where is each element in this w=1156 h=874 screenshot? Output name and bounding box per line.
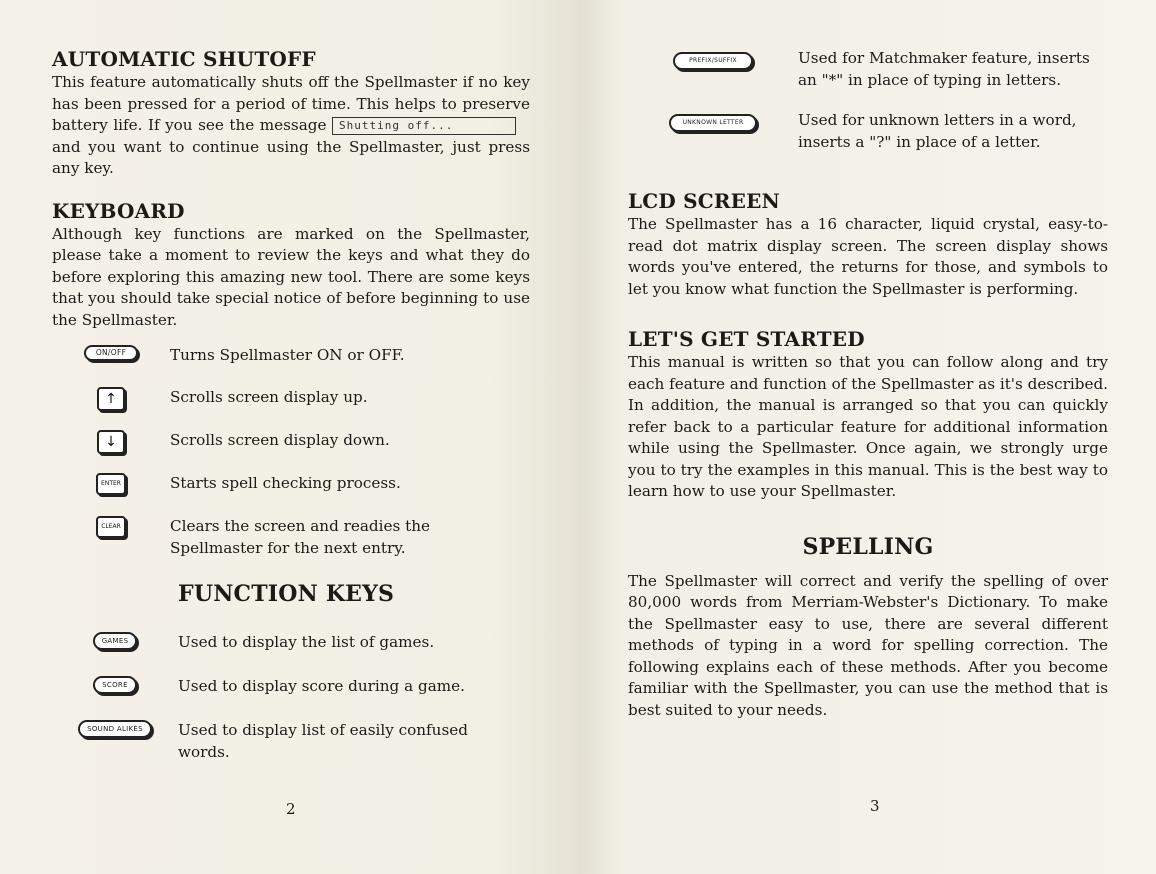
lcd-screen-text: The Spellmaster has a 16 character, liquid crystal, easy-to-read dot matrix display screen. The screen display shows words you've entered, the returns for those, and symbols to let you know what function the Spellmaster is performing. (628, 215, 1108, 298)
key-desc-down: Scrolls screen display down. (170, 431, 390, 449)
auto-shutoff-text-2: and you want to continue using the Spellmaster, just press any key. (52, 137, 530, 177)
get-started-text: This manual is written so that you can follow along and try each feature and function of the Spellmaster as it's described. In addition, the manual is arranged so that you can quickly refer back to a particular feature for additional information while using the Spellmaster. Once again, we strongly urge you to try the examples in this manual. This is the best way to learn how to use your Spellmaster. (628, 353, 1108, 500)
score-key-icon: SCORE (93, 676, 137, 694)
lcd-message: Shutting off... (332, 117, 516, 135)
down-arrow-key-icon: ↓ (97, 430, 125, 454)
key-row-enter (52, 473, 530, 516)
keyboard-text: Although key functions are marked on the Spellmaster, please take a moment to review the keys and what they do before exploring this amazing new tool. There are some keys that you should take special notice of before beginning to use the Spellmaster. (52, 224, 530, 329)
keyboard-heading: KEYBOARD (52, 198, 185, 223)
key-desc-prefix-suffix: Used for Matchmaker feature, inserts an "*" in place of typing in letters. (798, 49, 1090, 89)
enter-key-icon: ENTER (96, 473, 126, 495)
page-number-left: 2 (286, 800, 296, 818)
function-keys-heading: FUNCTION KEYS (178, 581, 395, 607)
right-page (578, 0, 1156, 874)
key-desc-games: Used to display the list of games. (178, 633, 435, 652)
clear-key-icon: CLEAR (96, 516, 126, 538)
page-number-right: 3 (870, 797, 880, 815)
key-desc-score: Used to display score during a game. (178, 677, 465, 696)
key-row-sound-alikes (52, 720, 530, 766)
function-key-list (52, 632, 530, 766)
key-row-on-off (52, 345, 530, 387)
keyboard-key-list (52, 345, 530, 564)
on-off-key-icon: ON/OFF (84, 345, 138, 361)
key-row-score (52, 676, 530, 720)
key-row-up (52, 387, 530, 430)
right-column (628, 48, 1108, 721)
key-row-down (52, 430, 530, 473)
key-desc-up: Scrolls screen display up. (170, 388, 368, 406)
prefix-suffix-key-icon: PREFIX/SUFFIX (673, 52, 753, 70)
special-key-list (628, 48, 1108, 180)
key-desc-clear: Clears the screen and readies the Spellmaster for the next entry. (170, 517, 430, 557)
up-arrow-key-icon: ↑ (97, 387, 125, 411)
games-key-icon: GAMES (93, 632, 138, 650)
left-column (52, 48, 530, 766)
key-desc-sound-alikes: Used to display list of easily confused words. (178, 721, 468, 761)
auto-shutoff-text (52, 72, 530, 180)
lcd-screen-heading: LCD SCREEN (628, 189, 781, 213)
get-started-heading: LET'S GET STARTED (628, 327, 865, 351)
key-row-prefix-suffix (628, 48, 1108, 110)
sound-alikes-key-icon: SOUND ALIKES (78, 720, 152, 738)
key-desc-unknown-letter: Used for unknown letters in a word, inserts a "?" in place of a letter. (798, 111, 1077, 151)
key-row-unknown-letter (628, 110, 1108, 180)
key-desc-enter: Starts spell checking process. (170, 474, 401, 492)
key-desc-on-off: Turns Spellmaster ON or OFF. (170, 346, 405, 364)
key-row-clear (52, 516, 530, 564)
auto-shutoff-text-1: This feature automatically shuts off the Spellmaster if no key has been pressed for a period of time. This helps to preserve battery life. If you see the message (52, 73, 530, 134)
key-row-games (52, 632, 530, 676)
spelling-text: The Spellmaster will correct and verify the spelling of over 80,000 words from Merriam-Webster's Dictionary. To make the Spellmaster easy to use, there are several different methods of typing in a word for spelling correction. The following explains each of these methods. After you become familiar with the Spellmaster, you can use the method that is best suited to your needs. (628, 571, 1108, 719)
spelling-heading: SPELLING (802, 533, 934, 560)
auto-shutoff-heading: AUTOMATIC SHUTOFF (52, 47, 316, 71)
unknown-letter-key-icon: UNKNOWN LETTER (669, 114, 758, 132)
